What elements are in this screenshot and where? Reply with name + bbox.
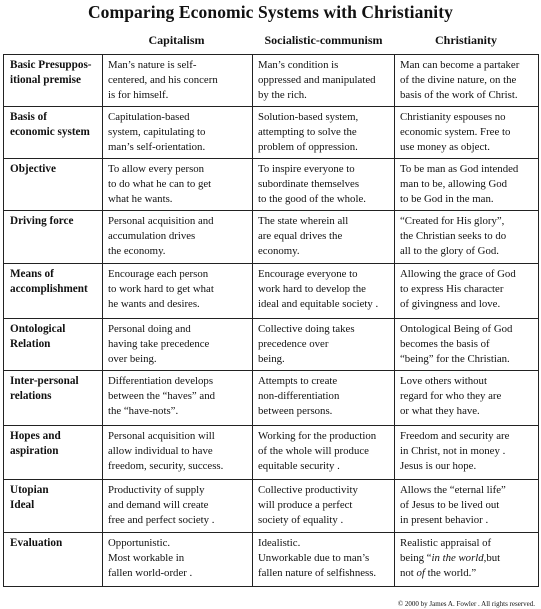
cell-text-christianity: Realistic appraisal of being “in the world,but not of the world.” <box>400 537 501 579</box>
cell-capitalism <box>103 319 253 371</box>
cell-text-christianity: Freedom and security are in Christ, not in money . Jesus is our hope. <box>400 430 510 472</box>
cell-text-capitalism: Man’s nature is self- centered, and his concern is for himself. <box>108 59 218 101</box>
row-label <box>4 371 103 426</box>
cell-text-socialism: Man’s condition is oppressed and manipulated by the rich. <box>258 59 376 101</box>
cell-capitalism <box>103 55 253 107</box>
row-label <box>4 211 103 264</box>
table-row <box>4 426 539 480</box>
row-label-text: Basis of economic system <box>10 111 90 138</box>
table-row <box>4 107 539 159</box>
cell-socialism <box>253 371 395 426</box>
cell-text-capitalism: To allow every person to do what he can to get what he wants. <box>108 163 212 205</box>
cell-text-capitalism: Capitulation-based system, capitulating to man’s self-orientation. <box>108 111 206 153</box>
cell-text-christianity: To be man as God intended man to be, allowing God to be God in the man. <box>400 163 519 205</box>
cell-text-capitalism: Encourage each person to work hard to get what he wants and desires. <box>108 268 214 310</box>
row-label <box>4 426 103 480</box>
table-row <box>4 55 539 107</box>
cell-christianity <box>395 211 539 264</box>
cell-capitalism <box>103 480 253 533</box>
cell-christianity <box>395 426 539 480</box>
column-header-capitalism: Capitalism <box>148 33 205 47</box>
row-label <box>4 480 103 533</box>
cell-socialism <box>253 480 395 533</box>
table-row <box>4 159 539 211</box>
row-label <box>4 159 103 211</box>
column-header-christianity: Christianity <box>434 33 497 47</box>
row-label-text: Evaluation <box>10 537 63 549</box>
row-label <box>4 264 103 319</box>
cell-text-socialism: Attempts to create non-differentiation between persons. <box>258 375 340 417</box>
cell-text-christianity: Love others without regard for who they are or what they have. <box>400 375 502 417</box>
cell-text-capitalism: Personal acquisition will allow individual to have freedom, security, success. <box>108 430 224 472</box>
cell-socialism <box>253 319 395 371</box>
cell-text-socialism: Collective productivity will produce a perfect society of equality . <box>258 484 358 526</box>
cell-text-capitalism: Productivity of supply and demand will create free and perfect society . <box>108 484 215 526</box>
cell-text-capitalism: Opportunistic. Most workable in fallen world-order . <box>108 537 193 579</box>
page-title: Comparing Economic Systems with Christianity <box>87 2 454 22</box>
cell-socialism <box>253 159 395 211</box>
cell-socialism <box>253 264 395 319</box>
cell-capitalism <box>103 211 253 264</box>
cell-text-socialism: To inspire everyone to subordinate themselves to the good of the whole. <box>258 163 366 205</box>
cell-capitalism <box>103 371 253 426</box>
row-label-text: Hopes and aspiration <box>10 430 61 457</box>
cell-socialism <box>253 211 395 264</box>
cell-text-capitalism: Personal acquisition and accumulation drives the economy. <box>108 215 214 257</box>
cell-text-socialism: Encourage everyone to work hard to develop the ideal and equitable society . <box>258 268 379 310</box>
cell-capitalism <box>103 159 253 211</box>
cell-christianity <box>395 55 539 107</box>
row-label-text: Driving force <box>10 215 74 227</box>
cell-text-socialism: The state wherein all are equal drives the economy. <box>258 215 349 257</box>
row-label <box>4 533 103 587</box>
row-label-text: Ontological Relation <box>10 323 66 350</box>
row-label-text: Basic Presuppos- itional premise <box>10 59 92 86</box>
table-row <box>4 480 539 533</box>
cell-text-christianity: Man can become a partaker of the divine nature, on the basis of the work of Christ. <box>400 59 520 101</box>
column-header-socialism: Socialistic-communism <box>264 33 383 47</box>
table-row <box>4 264 539 319</box>
row-label <box>4 55 103 107</box>
copyright-notice: © 2000 by James A. Fowler . All rights reserved. <box>397 600 535 608</box>
cell-text-socialism: Idealistic. Unworkable due to man’s fallen nature of selfishness. <box>258 537 377 579</box>
cell-christianity <box>395 371 539 426</box>
row-label-text: Means of accomplishment <box>10 268 88 295</box>
cell-text-capitalism: Differentiation develops between the “haves” and the “have-nots”. <box>108 375 216 417</box>
cell-text-socialism: Working for the production of the whole will produce equitable security . <box>258 430 377 472</box>
cell-text-christianity: “Created for His glory”, the Christian seeks to do all to the glory of God. <box>400 215 507 257</box>
cell-christianity <box>395 319 539 371</box>
table-row <box>4 319 539 371</box>
cell-text-christianity: Christianity espouses no economic system. Free to use money as object. <box>400 111 511 153</box>
cell-socialism <box>253 533 395 587</box>
cell-christianity <box>395 533 539 587</box>
table-row <box>4 211 539 264</box>
row-label <box>4 319 103 371</box>
cell-text-christianity: Allows the “eternal life” of Jesus to be lived out in present behavior . <box>400 484 506 526</box>
cell-capitalism <box>103 107 253 159</box>
cell-christianity <box>395 264 539 319</box>
cell-capitalism <box>103 426 253 480</box>
row-label-text: Objective <box>10 163 56 175</box>
cell-christianity <box>395 107 539 159</box>
cell-text-christianity: Allowing the grace of God to express His character of givingness and love. <box>400 268 516 310</box>
comparison-table <box>3 54 539 587</box>
cell-capitalism <box>103 264 253 319</box>
cell-christianity <box>395 480 539 533</box>
cell-text-socialism: Collective doing takes precedence over being. <box>258 323 355 365</box>
cell-socialism <box>253 107 395 159</box>
cell-text-christianity: Ontological Being of God becomes the basis of “being” for the Christian. <box>400 323 513 365</box>
row-label-text: Inter-personal relations <box>10 375 79 402</box>
cell-socialism <box>253 426 395 480</box>
cell-text-socialism: Solution-based system, attempting to solve the problem of oppression. <box>258 111 359 153</box>
cell-christianity <box>395 159 539 211</box>
table-row <box>4 371 539 426</box>
table-row <box>4 533 539 587</box>
cell-capitalism <box>103 533 253 587</box>
row-label-text: Utopian Ideal <box>10 484 49 511</box>
cell-socialism <box>253 55 395 107</box>
cell-text-capitalism: Personal doing and having take precedence over being. <box>108 323 210 365</box>
row-label <box>4 107 103 159</box>
